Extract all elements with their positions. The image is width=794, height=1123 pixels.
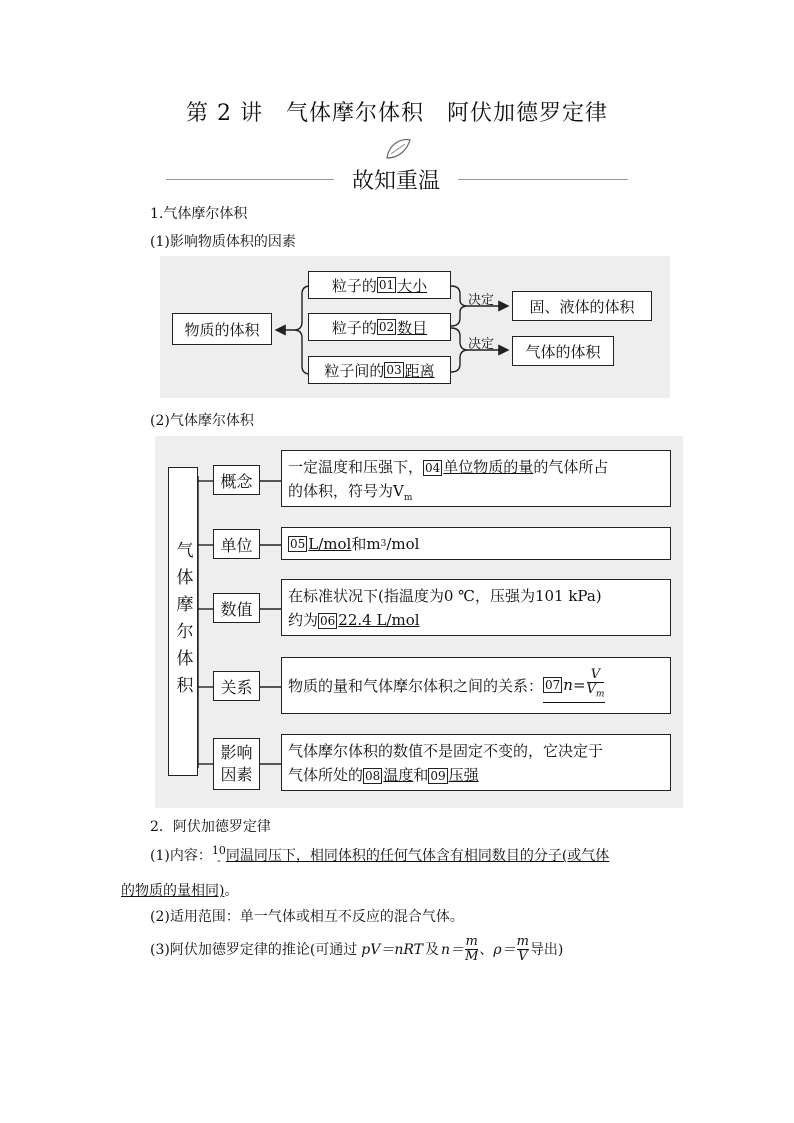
section-banner: 故知重温 bbox=[351, 169, 440, 194]
banner-line-right bbox=[458, 179, 628, 180]
label-relation: 关系 bbox=[213, 671, 260, 701]
relation-frac-den: V bbox=[586, 681, 596, 697]
blank-number: 06 bbox=[320, 614, 336, 628]
concept-pre: 一定温度和压强下， bbox=[288, 458, 424, 476]
label-factors-line1: 影响 bbox=[220, 743, 253, 762]
value-pre: 约为 bbox=[288, 611, 319, 629]
value-content-box bbox=[281, 579, 671, 636]
concept-sub: m bbox=[403, 493, 413, 503]
factors-content-box bbox=[281, 734, 671, 791]
factors-answer-2: 压强 bbox=[448, 766, 479, 784]
label-factors bbox=[213, 738, 260, 790]
p3-post: 导出) bbox=[529, 941, 564, 958]
section2-heading: 2．阿伏加德罗定律 bbox=[150, 819, 271, 835]
gas-molar-volume-root: 气体摩尔体积 bbox=[168, 467, 198, 776]
section2-paragraph-1-cont bbox=[121, 878, 681, 904]
factor-answer: 距离 bbox=[404, 361, 435, 380]
factors-mid: 和 bbox=[413, 766, 429, 784]
p3-fraction-2 bbox=[517, 935, 529, 964]
decide-label-1: 决定 bbox=[468, 293, 495, 308]
blank-number: 03 bbox=[386, 363, 402, 377]
p1-end: 。 bbox=[224, 883, 239, 899]
p3-frac1-den: M bbox=[465, 949, 479, 964]
decide-label-2: 决定 bbox=[468, 337, 495, 352]
section1-sub1: (1)影响物质体积的因素 bbox=[150, 234, 296, 250]
volume-of-matter-box: 物质的体积 bbox=[172, 313, 272, 345]
label-value: 数值 bbox=[213, 593, 260, 623]
page-title: 第 2 讲 气体摩尔体积 阿伏加德罗定律 bbox=[186, 101, 608, 126]
concept-content-box bbox=[281, 450, 671, 507]
p3-formula-ideal-gas: pV＝nRT bbox=[361, 941, 424, 958]
unit-sup: 3 bbox=[380, 538, 387, 549]
concept-line2: 的体积，符号为V bbox=[288, 482, 404, 500]
p3-mid: 及 bbox=[425, 941, 440, 958]
section1-heading: 1.气体摩尔体积 bbox=[150, 206, 248, 222]
factor-answer: 大小 bbox=[397, 276, 428, 295]
relation-content-box bbox=[281, 657, 671, 714]
value-line1: 在标准状况下(指温度为0 ℃，压强为101 kPa) bbox=[288, 587, 602, 605]
p1-answer-cont: 的物质的量相同) bbox=[121, 883, 225, 899]
p3-rho: ρ＝ bbox=[493, 941, 516, 958]
relation-fraction bbox=[587, 668, 605, 702]
blank-number: 01 bbox=[378, 278, 395, 292]
leaf-emblem-icon bbox=[383, 136, 413, 162]
p1-blank-number: 10 bbox=[211, 844, 226, 857]
factors-answer-1: 温度 bbox=[383, 766, 414, 784]
p3-fraction-1 bbox=[465, 935, 478, 964]
p1-blank bbox=[212, 846, 226, 866]
p3-frac2-num: m bbox=[516, 934, 529, 949]
p3-sep: 、 bbox=[479, 941, 494, 958]
section2-paragraph-1 bbox=[150, 843, 680, 869]
relation-pre: 物质的量和气体摩尔体积之间的关系： bbox=[288, 677, 544, 695]
relation-lhs: n= bbox=[563, 675, 586, 694]
factors-line1: 气体摩尔体积的数值不是固定不变的，它决定于 bbox=[288, 742, 604, 760]
p1-blank-marker: - bbox=[216, 854, 221, 867]
unit-answer: L/mol bbox=[308, 534, 352, 553]
label-unit: 单位 bbox=[213, 529, 260, 559]
p3-frac2-den: V bbox=[518, 949, 528, 964]
banner-line-left bbox=[166, 179, 334, 180]
section1-sub2: (2)气体摩尔体积 bbox=[150, 413, 254, 429]
section2-paragraph-2: (2)适用范围：单一气体或相互不反应的混合气体。 bbox=[150, 909, 464, 925]
factor-prefix: 粒子间的 bbox=[324, 361, 385, 380]
blank-number: 02 bbox=[378, 320, 395, 334]
blank-number: 08 bbox=[365, 769, 381, 783]
p1-answer: 同温同压下，相同体积的任何气体含有相同数目的分子(或气体 bbox=[225, 848, 610, 864]
gas-volume-box: 气体的体积 bbox=[512, 336, 614, 366]
factor-prefix: 粒子的 bbox=[331, 276, 377, 295]
unit-post2: /mol bbox=[386, 534, 420, 553]
relation-frac-den-sub: m bbox=[595, 689, 605, 700]
factor-box-size bbox=[308, 271, 451, 299]
concept-answer: 单位物质的量 bbox=[443, 458, 534, 476]
factor-prefix: 粒子的 bbox=[331, 318, 377, 337]
factor-box-number bbox=[308, 313, 451, 341]
factor-answer: 数目 bbox=[397, 318, 428, 337]
section2-paragraph-3 bbox=[150, 935, 563, 964]
relation-formula bbox=[543, 668, 605, 704]
blank-number: 07 bbox=[545, 677, 561, 692]
solid-liquid-volume-box: 固、液体的体积 bbox=[512, 291, 652, 321]
p3-pre: (3)阿伏加德罗定律的推论(可通过 bbox=[150, 941, 358, 958]
label-factors-line2: 因素 bbox=[220, 765, 253, 784]
p3-n: n＝ bbox=[441, 941, 465, 958]
p1-prefix: (1)内容： bbox=[150, 848, 212, 864]
unit-post: 和m bbox=[351, 535, 381, 553]
relation-frac-num: V bbox=[590, 666, 601, 682]
blank-number: 05 bbox=[290, 536, 306, 551]
factors-pre: 气体所处的 bbox=[288, 766, 364, 784]
label-concept: 概念 bbox=[213, 465, 260, 495]
unit-content-box bbox=[281, 527, 671, 560]
factor-box-distance bbox=[308, 356, 451, 384]
p3-frac1-num: m bbox=[465, 934, 478, 949]
blank-number: 09 bbox=[430, 769, 446, 783]
value-answer: 22.4 L/mol bbox=[338, 611, 420, 629]
blank-number: 04 bbox=[425, 461, 441, 475]
concept-post: 的气体所占 bbox=[533, 458, 609, 476]
